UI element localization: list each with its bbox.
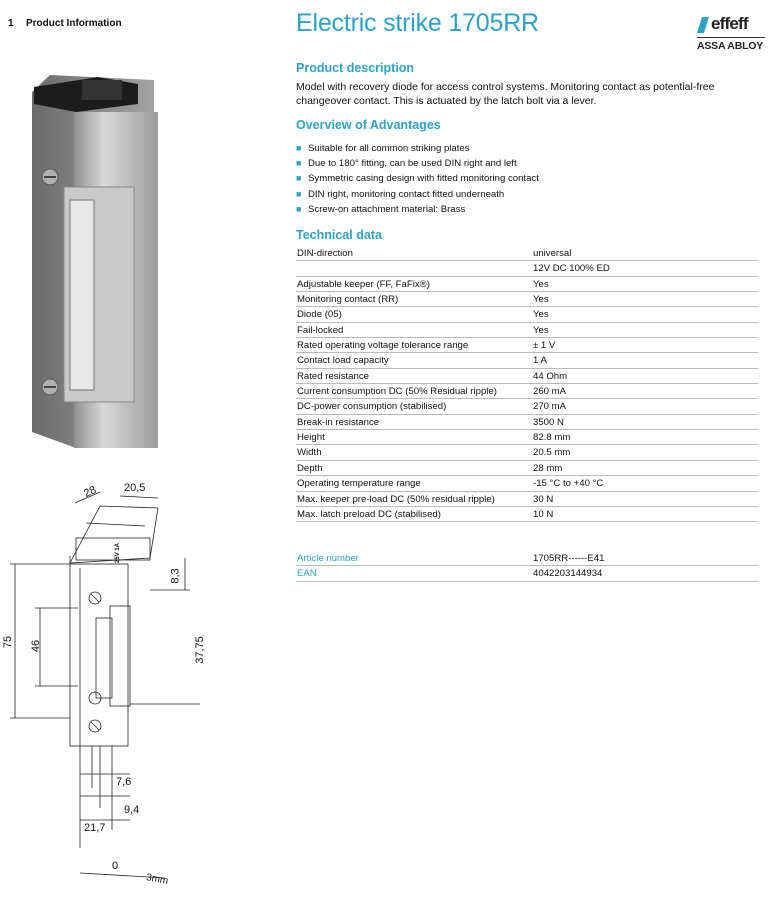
- dim-9-4: 9,4: [124, 804, 140, 816]
- list-item: ■ Due to 180° fitting, can be used DIN right and left: [296, 156, 539, 171]
- advantages-list: [296, 141, 539, 217]
- bullet-icon: ■: [296, 143, 302, 153]
- table-row: Width 20.5 mm: [296, 445, 758, 460]
- dim-8-3: 8,3: [169, 568, 182, 584]
- bullet-icon: ■: [296, 188, 302, 199]
- description-heading: Product description: [296, 61, 415, 75]
- bullet-icon: ■: [296, 173, 302, 184]
- dim-75: 75: [2, 635, 15, 649]
- list-item: ■ Suitable for all common striking plates: [296, 141, 539, 156]
- technical-table: [296, 246, 758, 522]
- list-item: ■ Symmetric casing design with fitted monitoring contact: [296, 171, 539, 186]
- table-row: 12V DC 100% ED: [296, 261, 758, 276]
- table-row: Diode (05) Yes: [296, 307, 758, 322]
- dim-28: 28: [82, 483, 99, 501]
- article-table: [296, 551, 758, 582]
- product-photo: [30, 72, 162, 452]
- section-title: Product Information: [26, 18, 122, 29]
- bullet-icon: ■: [296, 203, 302, 214]
- list-item: ■ Screw-on attachment material: Brass: [296, 202, 539, 217]
- list-item: ■ DIN right, monitoring contact fitted underneath: [296, 187, 539, 202]
- dim-3mm: 3mm: [145, 872, 170, 887]
- table-row: Max. latch preload DC (stabilised) 10 N: [296, 507, 758, 522]
- brand-logo: [697, 14, 765, 54]
- effeff-logo-icon: [697, 17, 709, 33]
- table-row: Max. keeper pre-load DC (50% residual ripple) 30 N: [296, 492, 758, 507]
- table-row: DC-power consumption (stabilised) 270 mA: [296, 399, 758, 414]
- advantages-heading: Overview of Advantages: [296, 118, 441, 132]
- table-row: Break-in resistance 3500 N: [296, 415, 758, 430]
- technical-heading: Technical data: [296, 228, 382, 242]
- table-row: Article number 1705RR------E41: [296, 551, 758, 566]
- table-row: Depth 28 mm: [296, 461, 758, 476]
- section-number: 1: [8, 18, 14, 29]
- dim-21-7: 21,7: [84, 822, 106, 834]
- table-row: Rated resistance 44 Ohm: [296, 369, 758, 384]
- logo-rule: [697, 37, 765, 38]
- dim-37-75: 37,75: [193, 636, 206, 664]
- table-row: Height 82.8 mm: [296, 430, 758, 445]
- drawing-lines: [0, 478, 200, 898]
- table-row: DIN-direction universal: [296, 246, 758, 261]
- logo-sub: ASSA ABLOY: [697, 40, 764, 52]
- dim-0: 0: [112, 860, 119, 872]
- description-text: Model with recovery diode for access control systems. Monitoring contact as potential-free changeover contact. This is actuated by the latch bolt via a lever.: [296, 81, 715, 107]
- dim-46: 46: [30, 639, 43, 653]
- logo-brand: effeff: [711, 14, 748, 33]
- table-row: Rated operating voltage tolerance range ± 1 V: [296, 338, 758, 353]
- dim-20-5: 20,5: [124, 482, 146, 494]
- table-row: Fail-locked Yes: [296, 323, 758, 338]
- table-row: Monitoring contact (RR) Yes: [296, 292, 758, 307]
- table-row: Current consumption DC (50% Residual ripple) 260 mA: [296, 384, 758, 399]
- dim-7-6: 7,6: [116, 776, 132, 788]
- label-plate: 25V 1A: [115, 542, 122, 564]
- table-row: EAN 4042203144934: [296, 566, 758, 581]
- bullet-icon: ■: [296, 158, 302, 169]
- technical-drawing: [0, 478, 206, 898]
- table-row: Operating temperature range -15 °C to +40 °C: [296, 476, 758, 491]
- table-row: Adjustable keeper (FF, FaFix®) Yes: [296, 277, 758, 292]
- page-title: Electric strike 1705RR: [296, 9, 539, 37]
- table-row: Contact load capacity 1 A: [296, 353, 758, 368]
